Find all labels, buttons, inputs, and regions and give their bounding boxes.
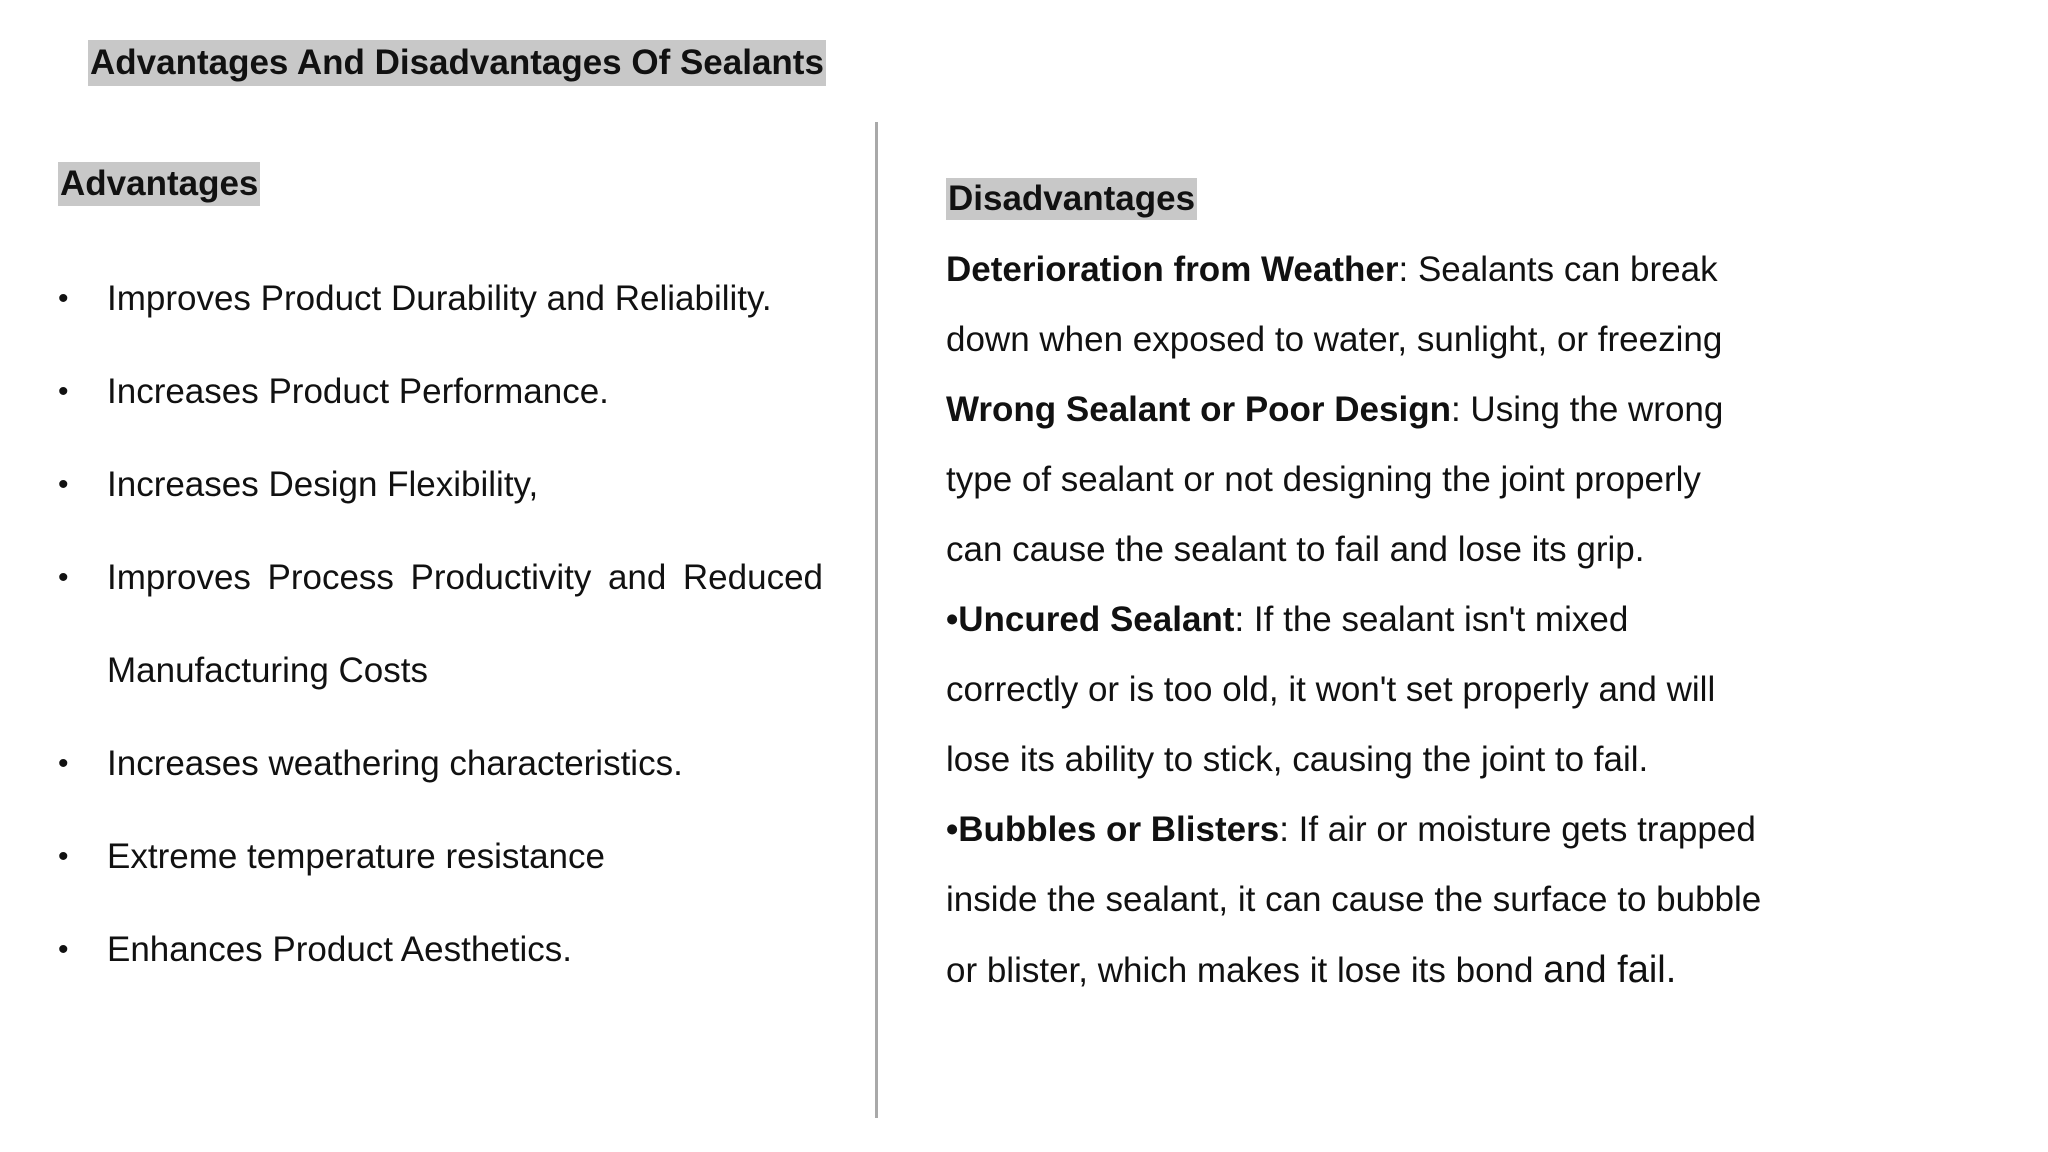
disadvantage-term: Bubbles or Blisters — [958, 810, 1280, 849]
bullet-icon: • — [58, 747, 69, 780]
advantage-text: Increases weathering characteristics. — [107, 744, 683, 783]
advantages-list — [58, 252, 823, 996]
bullet-icon: • — [58, 468, 69, 501]
disadvantage-line: lose its ability to stick, causing the joint to fail. — [946, 740, 1649, 779]
list-item — [58, 345, 823, 438]
list-item — [58, 531, 823, 717]
advantage-text: Extreme temperature resistance — [107, 837, 605, 876]
disadvantage-line: inside the sealant, it can cause the surface to bubble — [946, 880, 1762, 919]
list-item — [58, 810, 823, 903]
disadvantage-term: Uncured Sealant — [958, 600, 1235, 639]
disadvantage-line: •Bubbles or Blisters: If air or moisture gets trapped — [946, 810, 1756, 849]
column-divider — [875, 122, 878, 1118]
bullet-icon: • — [58, 561, 69, 594]
bullet-icon: • — [58, 840, 69, 873]
disadvantage-line: •Uncured Sealant: If the sealant isn't mixed — [946, 600, 1629, 639]
advantages-heading: Advantages — [58, 162, 260, 206]
advantage-text: Increases Design Flexibility, — [107, 465, 539, 504]
disadvantage-term: Wrong Sealant or Poor Design — [946, 390, 1451, 429]
advantage-text: Improves Product Durability and Reliability. — [107, 279, 772, 318]
list-item — [58, 438, 823, 531]
disadvantages-body — [946, 235, 1796, 1006]
bullet-icon: • — [58, 933, 69, 966]
disadvantage-line: or blister, which makes it lose its bond and fail. — [946, 949, 1677, 991]
disadvantage-line: type of sealant or not designing the joint properly — [946, 460, 1701, 499]
bullet-icon: • — [946, 810, 959, 849]
list-item — [58, 252, 823, 345]
disadvantage-line: Deterioration from Weather: Sealants can break — [946, 250, 1718, 289]
disadvantage-line: correctly or is too old, it won't set properly and will — [946, 670, 1716, 709]
advantage-text: Increases Product Performance. — [107, 372, 609, 411]
bullet-icon: • — [946, 600, 959, 639]
advantage-text: Enhances Product Aesthetics. — [107, 930, 572, 969]
bullet-icon: • — [58, 375, 69, 408]
disadvantage-line: down when exposed to water, sunlight, or freezing — [946, 320, 1723, 359]
advantage-text-continued: Manufacturing Costs — [107, 651, 428, 690]
disadvantage-line: Wrong Sealant or Poor Design: Using the wrong — [946, 390, 1724, 429]
list-item — [58, 903, 823, 996]
disadvantage-term: Deterioration from Weather — [946, 250, 1399, 289]
list-item — [58, 717, 823, 810]
bullet-icon: • — [58, 282, 69, 315]
advantage-text: Improves Process Productivity and Reduced — [107, 558, 823, 597]
disadvantage-line: can cause the sealant to fail and lose its grip. — [946, 530, 1645, 569]
page-title: Advantages And Disadvantages Of Sealants — [88, 40, 826, 86]
disadvantages-heading: Disadvantages — [948, 179, 1196, 218]
